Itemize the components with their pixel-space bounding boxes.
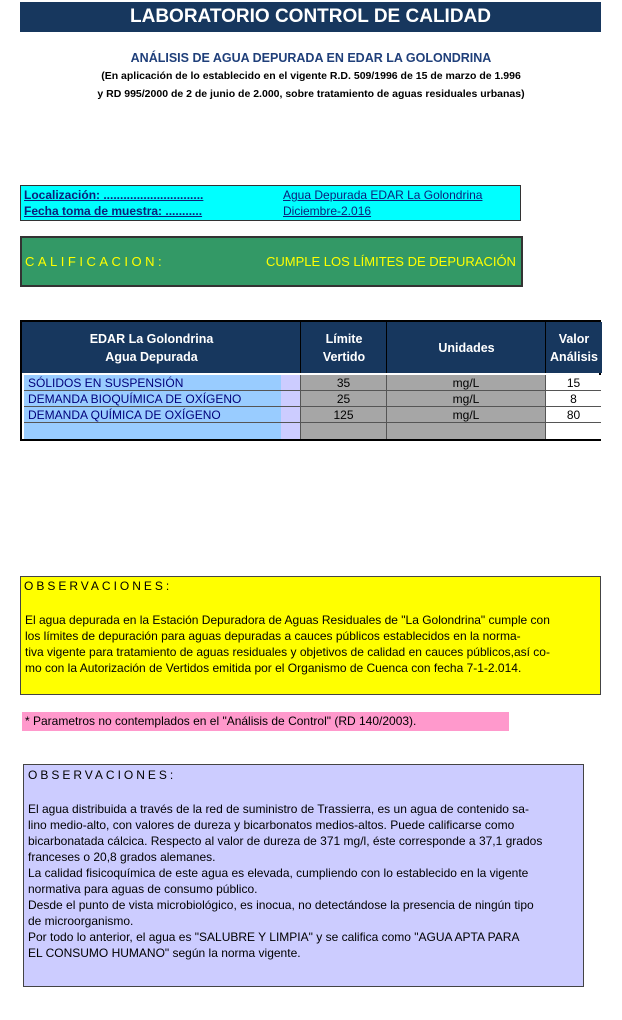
spacer-cell — [281, 423, 300, 439]
location-value: Agua Depurada EDAR La Golondrina — [283, 188, 483, 202]
header-value-line2: Análisis — [550, 349, 598, 364]
results-table — [20, 320, 601, 441]
units-cell: mg/L — [386, 391, 545, 407]
units-cell: mg/L — [386, 375, 545, 391]
calificacion-value: CUMPLE LOS LÍMITES DE DEPURACIÓN — [266, 254, 516, 269]
observation-line: normativa para aguas de consumo público. — [28, 882, 258, 896]
calificacion-label: CALIFICACION: — [25, 254, 166, 269]
observation-line: lino medio-alto, con valores de dureza y bicarbonatos medios-altos. Puede calificarse como — [28, 818, 515, 832]
observation-line: bicarbonatada cálcica. Respecto al valor de dureza de 371 mg/l, éste corresponde a 37,1 grados — [28, 834, 543, 848]
limit-cell: 35 — [300, 375, 386, 391]
header-parameter — [22, 322, 281, 373]
location-label: Localización: .............................. — [24, 188, 204, 202]
header-units-text: Unidades — [438, 340, 495, 355]
observation-line: mo con la Autorización de Vertidos emitida por el Organismo de Cuenca con fecha 7-1-2.014. — [25, 661, 522, 675]
observation-line: EL CONSUMO HUMANO" según la norma vigente. — [28, 946, 301, 960]
header-limit-line1: Límite — [325, 331, 363, 346]
value-cell — [545, 423, 601, 439]
header-limit-line2: Vertido — [322, 349, 366, 364]
observations-box-discharge — [20, 576, 601, 695]
legal-reference-line-1: (En aplicación de lo establecido en el vigente R.D. 509/1996 de 15 de marzo de 1.996 — [101, 70, 521, 82]
spacer-cell — [281, 407, 300, 423]
header-limit — [300, 322, 387, 373]
sample-info-box — [20, 185, 521, 221]
sample-date-label: Fecha toma de muestra: ........... — [24, 204, 203, 218]
observation-line: La calidad fisicoquímica de este agua es elevada, cumpliendo con lo establecido en la vigente — [28, 866, 529, 880]
page-title: LABORATORIO CONTROL DE CALIDAD — [20, 2, 601, 32]
observations-text — [25, 612, 597, 676]
limit-cell — [300, 423, 386, 439]
header-parameter-line1: EDAR La Golondrina — [89, 331, 214, 346]
parameter-cell — [24, 423, 281, 439]
observation-line: los límites de depuración para aguas depuradas a cauces públicos establecidos en la norma- — [25, 629, 521, 643]
legal-reference-line-2: y RD 995/2000 de 2 de junio de 2.000, sobre tratamiento de aguas residuales urbanas) — [97, 88, 525, 100]
units-cell — [386, 423, 545, 439]
value-cell: 80 — [545, 407, 601, 423]
calificacion-box — [20, 236, 523, 287]
parameters-note: * Parametros no contemplados en el "Análisis de Control" (RD 140/2003). — [22, 712, 509, 731]
observations-heading: OBSERVACIONES: — [24, 579, 173, 593]
parameter-cell: SÓLIDOS EN SUSPENSIÓN — [24, 375, 281, 391]
observations-text — [28, 801, 583, 961]
header-parameter-line2: Agua Depurada — [105, 349, 198, 364]
header-value-line1: Valor — [558, 331, 590, 346]
header-units — [386, 322, 546, 373]
observation-line: de microorganismo. — [28, 914, 134, 928]
observations-heading: OBSERVACIONES: — [28, 768, 177, 782]
observation-line: Por todo lo anterior, el agua es "SALUBRE Y LIMPIA" y se califica como "AGUA APTA PARA — [28, 930, 520, 944]
observation-line: El agua depurada en la Estación Depuradora de Aguas Residuales de "La Golondrina" cumple con — [25, 613, 550, 627]
spacer-cell — [281, 375, 300, 391]
parameter-cell: DEMANDA QUÍMICA DE OXÍGENO — [24, 407, 281, 423]
value-cell: 8 — [545, 391, 601, 407]
observation-line: El agua distribuida a través de la red de suministro de Trassierra, es un agua de contenido sa- — [28, 802, 529, 816]
value-cell: 15 — [545, 375, 601, 391]
observations-box-supply — [23, 764, 584, 987]
limit-cell: 25 — [300, 391, 386, 407]
header-spacer — [281, 322, 300, 373]
parameter-cell: DEMANDA BIOQUÍMICA DE OXÍGENO — [24, 391, 281, 407]
observation-line: Desde el punto de vista microbiológico, es inocua, no detectándose la presencia de ningún tipo — [28, 898, 534, 912]
observation-line: franceses o 20,8 grados alemanes. — [28, 850, 216, 864]
limit-cell: 125 — [300, 407, 386, 423]
sample-date-value: Diciembre-2.016 — [283, 204, 372, 218]
spacer-cell — [281, 391, 300, 407]
units-cell: mg/L — [386, 407, 545, 423]
report-subtitle: ANÁLISIS DE AGUA DEPURADA EN EDAR LA GOLONDRINA — [130, 51, 492, 65]
header-value — [545, 322, 602, 373]
observation-line: tiva vigente para tratamiento de aguas residuales y objetivos de calidad en cauces públicos,así co- — [25, 645, 550, 659]
